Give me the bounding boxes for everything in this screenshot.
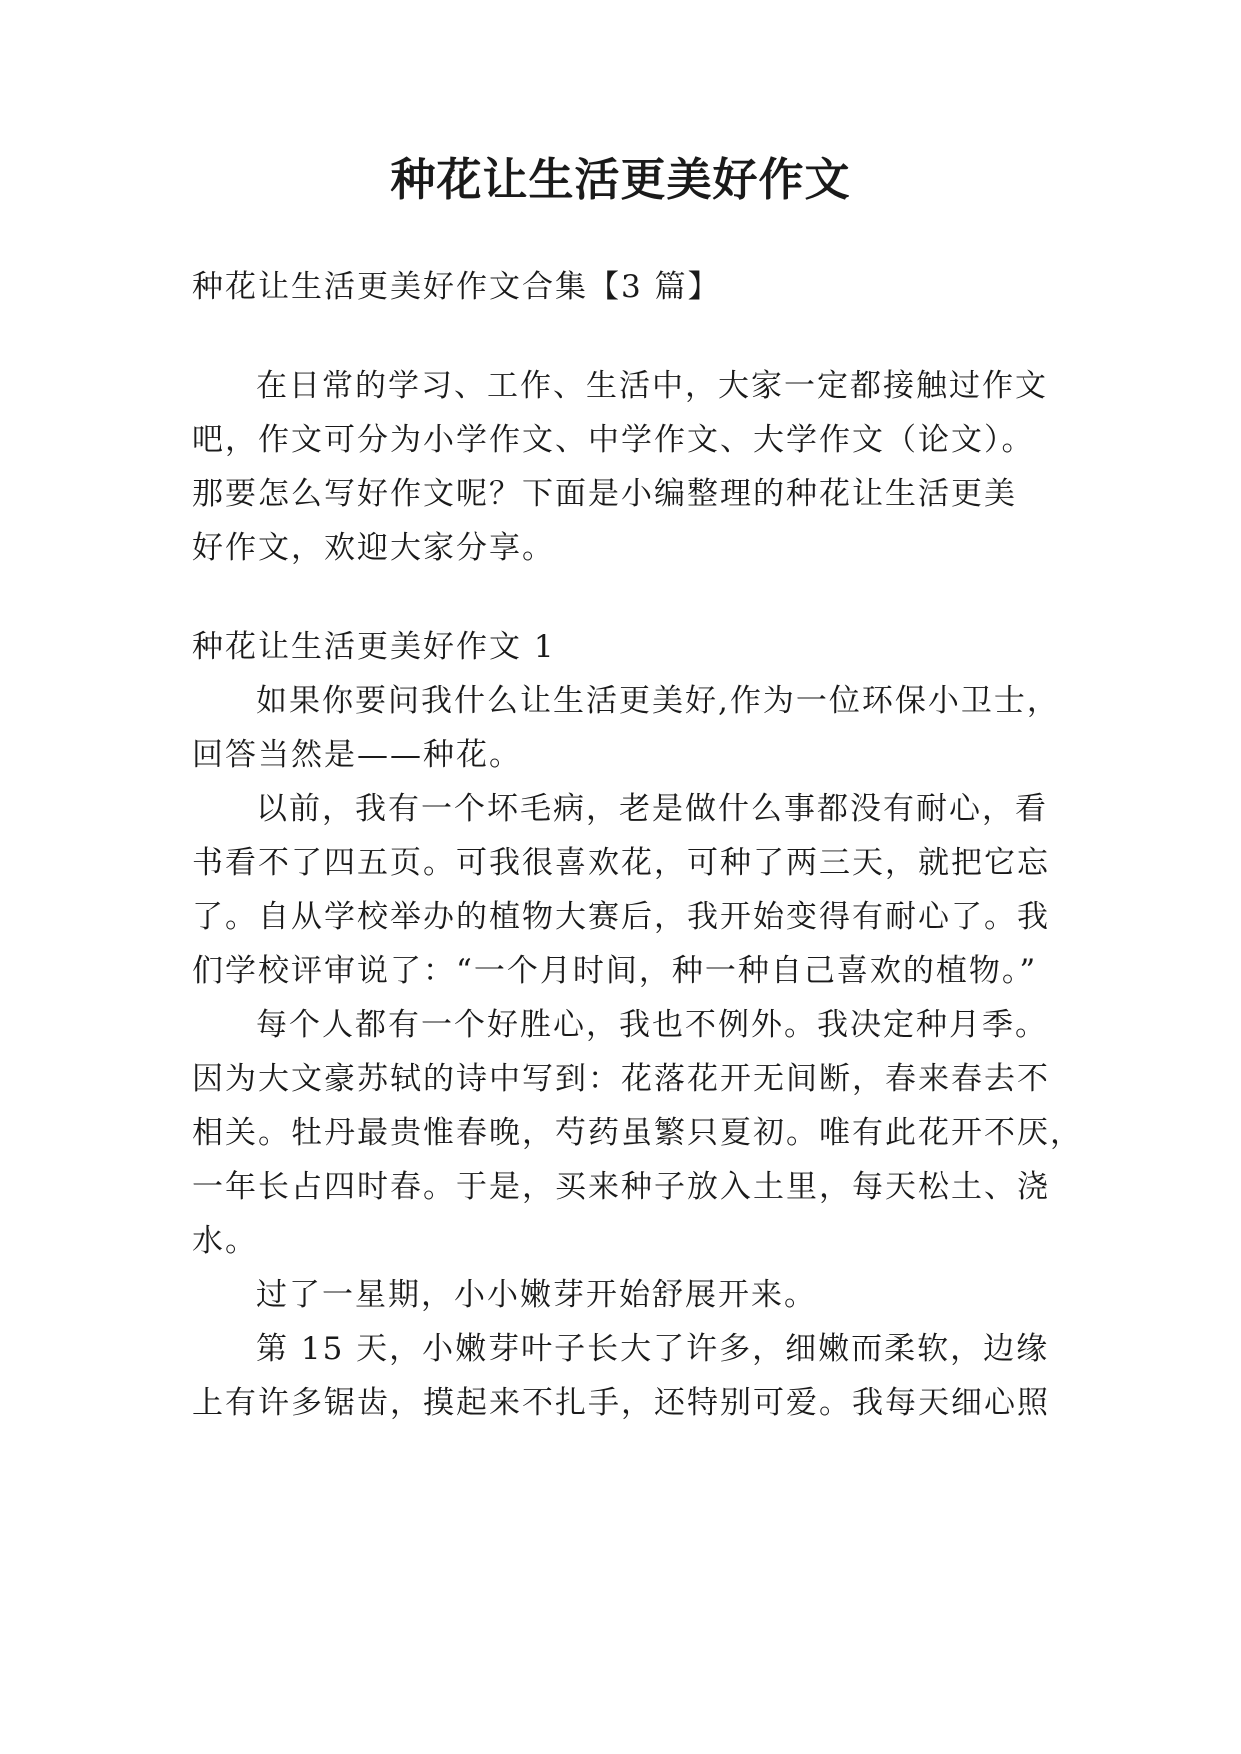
body-line: 第 15 天，小嫩芽叶子长大了许多，细嫩而柔软，边缘 bbox=[256, 1331, 1050, 1367]
body-line: 回答当然是——种花。 bbox=[192, 737, 522, 773]
intro-line: 好作文，欢迎大家分享。 bbox=[192, 530, 555, 566]
body-line: 以前，我有一个坏毛病，老是做什么事都没有耐心，看 bbox=[256, 791, 1048, 827]
intro-line: 在日常的学习、工作、生活中，大家一定都接触过作文 bbox=[256, 368, 1048, 404]
body-line: 书看不了四五页。可我很喜欢花，可种了两三天，就把它忘 bbox=[192, 845, 1050, 881]
body-line: 相关。牡丹最贵惟春晚，芍药虽繁只夏初。唯有此花开不厌， bbox=[192, 1115, 1083, 1151]
body-line: 们学校评审说了：“一个月时间，种一种自己喜欢的植物。” bbox=[192, 953, 1038, 989]
body-line: 水。 bbox=[192, 1223, 258, 1259]
body-line: 一年长占四时春。于是，买来种子放入土里，每天松土、浇 bbox=[192, 1169, 1050, 1205]
section-heading: 种花让生活更美好作文 1 bbox=[192, 629, 556, 665]
intro-line: 吧，作文可分为小学作文、中学作文、大学作文（论文）。 bbox=[192, 422, 1035, 458]
document-subtitle: 种花让生活更美好作文合集【3 篇】 bbox=[192, 269, 721, 305]
body-line: 因为大文豪苏轼的诗中写到：花落花开无间断，春来春去不 bbox=[192, 1061, 1050, 1097]
body-line: 了。自从学校举办的植物大赛后，我开始变得有耐心了。我 bbox=[192, 899, 1050, 935]
body-line: 每个人都有一个好胜心，我也不例外。我决定种月季。 bbox=[256, 1007, 1048, 1043]
body-line: 过了一星期，小小嫩芽开始舒展开来。 bbox=[256, 1277, 817, 1313]
intro-line: 那要怎么写好作文呢？下面是小编整理的种花让生活更美 bbox=[192, 476, 1017, 512]
body-line: 如果你要问我什么让生活更美好,作为一位环保小卫士， bbox=[256, 683, 1060, 719]
document-title: 种花让生活更美好作文 bbox=[390, 153, 851, 206]
body-line: 上有许多锯齿，摸起来不扎手，还特别可爱。我每天细心照 bbox=[192, 1385, 1050, 1421]
